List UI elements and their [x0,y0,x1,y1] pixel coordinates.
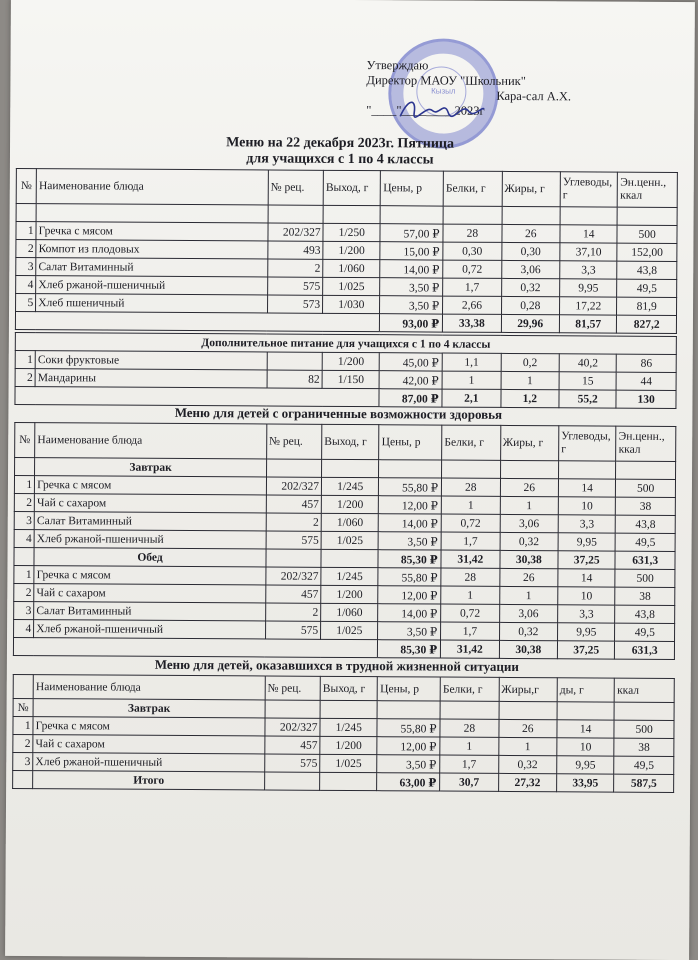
cell-prot: 1 [441,586,500,604]
header-energy: Эн.ценн., ккал [618,172,678,207]
cell-prot: 1,7 [441,532,500,550]
header-fat: Жиры, г [502,171,561,206]
cell-carb: 9,95 [558,623,615,641]
cell-price: 3,50 ₽ [377,755,440,773]
cell-carb: 3,3 [558,605,615,623]
cell-out: 1/025 [321,621,378,639]
cell-name: Чай с сахаром [34,494,266,513]
cell-out: 1/060 [323,259,380,277]
cell-carb: 9,95 [558,533,615,551]
seal-text: Кызыл [431,86,456,96]
cell-fat: 0,28 [501,296,560,314]
cell-prot: 1,7 [441,622,500,640]
cell-price: 55,80 ₽ [379,478,442,496]
cell-out: 1/200 [321,585,378,603]
cell-out: 1/030 [323,295,380,313]
cell-n: 3 [14,511,34,529]
cell-n: 3 [14,601,34,619]
header-out: Выход, г [323,170,381,205]
cell-out: 1/060 [321,513,378,531]
table-header [16,168,677,207]
cell-carb: 10 [558,587,615,605]
cell-carb: 14 [558,479,615,497]
cell-n: 2 [14,583,34,601]
cell-fat: 3,06 [499,604,558,622]
cell-rec: 2 [266,513,321,531]
cell-fat: 1 [501,371,560,389]
cell-rec: 575 [266,531,321,549]
cell-name: Хлеб ржаной-пшеничный [36,276,268,295]
cell-prot: 1 [442,371,501,389]
cell-prot: 1,1 [442,353,501,371]
cell-out: 1/200 [322,352,379,370]
cell-out: 1/150 [322,370,379,388]
cell-energy: 500 [616,479,676,497]
cell-fat: 0,32 [501,278,560,296]
cell-price: 3,50 ₽ [378,622,441,640]
cell-price: 14,00 ₽ [380,260,443,278]
cell-out: 1/200 [321,495,378,513]
cell-rec: 202/327 [266,567,321,585]
cell-energy: 86 [617,354,677,372]
cell-rec: 202/327 [266,477,321,495]
cell-fat: 1 [498,737,557,755]
cell-carb: 3,3 [558,515,615,533]
cell-fat: 0,32 [498,755,557,773]
cell-name: Гречка с мясом [35,476,267,495]
cell-fat: 0,2 [501,353,560,371]
cell-energy: 43,8 [617,261,677,279]
cell-prot: 1,7 [440,755,499,773]
cell-rec: 82 [267,370,322,388]
header-prot: Белки, г [443,171,502,206]
cell-n: 1 [15,350,35,368]
cell-name: Соки фруктовые [35,351,267,370]
table-header: № Наименование блюда № рец. Выход, г Цены, р Белки, г Жиры, г Углеводы, г Эн.ценн., ккал [15,422,676,461]
breakfast-label: Завтрак [35,458,267,477]
menu-table-additional [14,332,676,409]
cell-n: 2 [16,239,36,257]
section-title-ovz: Меню для детей с ограниченные возможности здоровья [174,404,503,422]
cell-n: 1 [16,221,36,239]
cell-prot: 0,30 [443,242,502,260]
cell-prot: 28 [442,478,501,496]
signature-icon [396,94,486,125]
cell-price: 3,50 ₽ [380,278,443,296]
cell-out: 1/025 [321,531,378,549]
cell-name: Гречка с мясом [33,717,265,736]
cell-rec: 457 [266,585,321,603]
cell-energy: 38 [616,497,676,515]
cell-price: 57,00 ₽ [380,224,443,242]
cell-rec: 202/327 [268,223,323,241]
menu-title: Меню на 22 декабря 2023г. Пятница [226,135,455,152]
cell-n: 5 [16,293,36,311]
cell-out: 1/245 [321,477,378,495]
cell-price: 12,00 ₽ [377,737,440,755]
cell-carb: 14 [557,720,614,738]
cell-energy: 49,5 [615,533,675,551]
cell-carb: 9,95 [560,279,617,297]
cell-rec: 573 [267,295,322,313]
cell-n: 3 [13,752,33,770]
cell-energy: 49,5 [615,623,675,641]
cell-fat: 26 [500,478,559,496]
cell-name: Хлеб ржаной-пшеничный [34,530,266,549]
cell-name: Хлеб ржаной-пшеничный [33,753,265,772]
cell-carb: 9,95 [557,756,614,774]
approval-line1: Утверждаю [366,58,429,73]
cell-fat: 26 [502,224,561,242]
cell-out: 1/245 [321,567,378,585]
cell-price: 14,00 ₽ [378,604,441,622]
cell-prot: 0,72 [443,260,502,278]
cell-carb: 37,10 [560,243,617,261]
cell-carb: 14 [558,569,615,587]
header-carb: Углеводы, г [560,172,618,207]
breakfast-total-row: Обед 85,30 ₽ 31,42 30,38 37,25 631,3 [14,547,675,569]
cell-rec: 493 [268,241,323,259]
cell-energy: 49,5 [617,279,677,297]
cell-rec: 575 [267,277,322,295]
lunch-label: Обед [34,548,266,567]
cell-rec: 202/327 [265,718,320,736]
cell-n: 4 [14,529,34,547]
cell-prot: 1 [441,496,500,514]
cell-rec: 457 [265,736,320,754]
breakfast-label: Завтрак [33,699,265,718]
menu-table-ovz [13,422,676,660]
cell-fat: 3,06 [500,514,559,532]
menu-subtitle: для учащихся с 1 по 4 классы [246,151,434,168]
cell-fat: 0,32 [500,532,559,550]
menu-table-main [15,168,678,334]
header-price: Цены, р [381,171,444,206]
cell-price: 3,50 ₽ [380,296,443,314]
lunch-total-row: 85,30 ₽ 31,42 30,38 37,25 631,3 [13,637,674,659]
cell-fat: 1 [500,496,559,514]
table-header: Наименование блюда № рец. Выход, г Цены, р Белки, г Жиры,г ды, г ккал [13,674,674,702]
approval-line2: Директор МАОУ "Школьник" [366,73,526,89]
cell-name: Салат Витаминный [34,602,266,621]
cell-n: 3 [16,257,36,275]
cell-name: Чай с сахаром [33,735,265,754]
approval-name: Кара-сал А.Х. [496,88,572,104]
cell-name: Гречка с мясом [34,566,266,585]
cell-n: 2 [14,493,34,511]
cell-n: 2 [13,734,33,752]
cell-name: Компот из плодовых [36,240,268,259]
cell-carb: 10 [558,497,615,515]
cell-rec: 2 [265,603,320,621]
table-total-row: 87,00 ₽ 2,1 1,2 55,2 130 [15,386,676,408]
cell-name: Хлеб пшеничный [36,294,268,313]
cell-energy: 38 [614,738,674,756]
total-label: Итого [33,771,265,790]
cell-prot: 0,72 [441,604,500,622]
approval-date: "____"________ 2023г [366,103,485,118]
cell-rec: 2 [268,259,323,277]
cell-energy: 500 [615,569,675,587]
cell-carb: 14 [560,225,617,243]
cell-n: 1 [14,565,34,583]
cell-price: 12,00 ₽ [379,496,442,514]
cell-prot: 28 [440,719,499,737]
cell-carb: 3,3 [560,261,617,279]
cell-prot: 28 [441,568,500,586]
cell-n: 1 [14,475,34,493]
cell-fat: 3,06 [501,260,560,278]
cell-fat: 0,32 [499,622,558,640]
cell-energy: 152,00 [617,243,677,261]
cell-energy: 81,9 [617,297,677,315]
cell-price: 55,80 ₽ [378,568,441,586]
cell-name: Гречка с мясом [36,222,268,241]
cell-price: 55,80 ₽ [377,719,440,737]
cell-name: Хлеб ржаной-пшеничный [34,620,266,639]
cell-carb: 40,2 [559,354,616,372]
table-total-row: 93,00 ₽ 33,38 29,96 81,57 827,2 [15,311,676,333]
cell-n: 4 [14,619,34,637]
cell-rec [267,352,322,370]
cell-price: 42,00 ₽ [380,371,443,389]
cell-name: Салат Витаминный [34,512,266,531]
cell-rec: 575 [265,621,320,639]
cell-energy: 43,8 [615,605,675,623]
cell-n: 4 [16,275,36,293]
cell-name: Чай с сахаром [34,584,266,603]
cell-prot: 0,72 [441,514,500,532]
cell-carb: 15 [559,372,616,390]
cell-fat: 26 [499,568,558,586]
section-title-difficult: Меню для детей, оказавшихся в трудной жизненной ситуации [154,656,519,675]
cell-price: 12,00 ₽ [378,586,441,604]
cell-n: 2 [15,368,35,386]
cell-energy: 44 [616,372,676,390]
cell-out: 1/250 [323,223,380,241]
cell-name: Мандарины [35,369,267,388]
cell-prot: 28 [443,224,502,242]
section-title-additional: Дополнительное питание для учащихся с 1 по 4 классы [15,332,676,354]
table-total-row: Итого 63,00 ₽ 30,7 27,32 33,95 587,5 [13,770,674,792]
cell-n: 1 [13,716,33,734]
cell-out: 1/200 [323,241,380,259]
cell-prot: 2,66 [443,296,502,314]
header-name: Наименование блюда [36,169,268,205]
cell-price: 15,00 ₽ [380,242,443,260]
cell-carb: 10 [557,738,614,756]
cell-prot: 1 [440,737,499,755]
cell-price: 45,00 ₽ [380,353,443,371]
cell-out: 1/060 [321,603,378,621]
cell-out: 1/025 [320,754,377,772]
cell-price: 3,50 ₽ [379,532,442,550]
cell-out: 1/025 [323,277,380,295]
cell-price: 14,00 ₽ [379,514,442,532]
cell-prot: 1,7 [443,278,502,296]
menu-table-difficult: Наименование блюда № рец. Выход, г Цены, р Белки, г Жиры,г ды, г ккал № Завтрак 1 Гречка с мясом 202/327 1/245 55,80 ₽ 28 26 14 500 2 Чай с сахаром 457 1/200 12,00 ₽ 1 1 10 38 3 Хлеб ржаной-пшеничный 575 1/025 3,50 ₽ 1,7 0,32 9,95 49,5 Итого 63,00 ₽ 30,7 27,32 33,95 587,5 [12,674,675,793]
cell-fat: 1 [499,586,558,604]
cell-carb: 17,22 [560,297,617,315]
cell-energy: 43,8 [616,515,676,533]
cell-energy: 500 [614,720,674,738]
header-no: № [16,168,36,203]
cell-out: 1/245 [320,718,377,736]
cell-energy: 500 [617,225,677,243]
cell-energy: 38 [615,587,675,605]
cell-energy: 49,5 [614,756,674,774]
cell-fat: 0,30 [501,242,560,260]
header-rec: № рец. [268,170,323,205]
document-page [5,0,695,960]
cell-out: 1/200 [320,736,377,754]
cell-fat: 26 [499,719,558,737]
cell-rec: 575 [265,754,320,772]
cell-rec: 457 [266,495,321,513]
cell-name: Салат Витаминный [36,258,268,277]
